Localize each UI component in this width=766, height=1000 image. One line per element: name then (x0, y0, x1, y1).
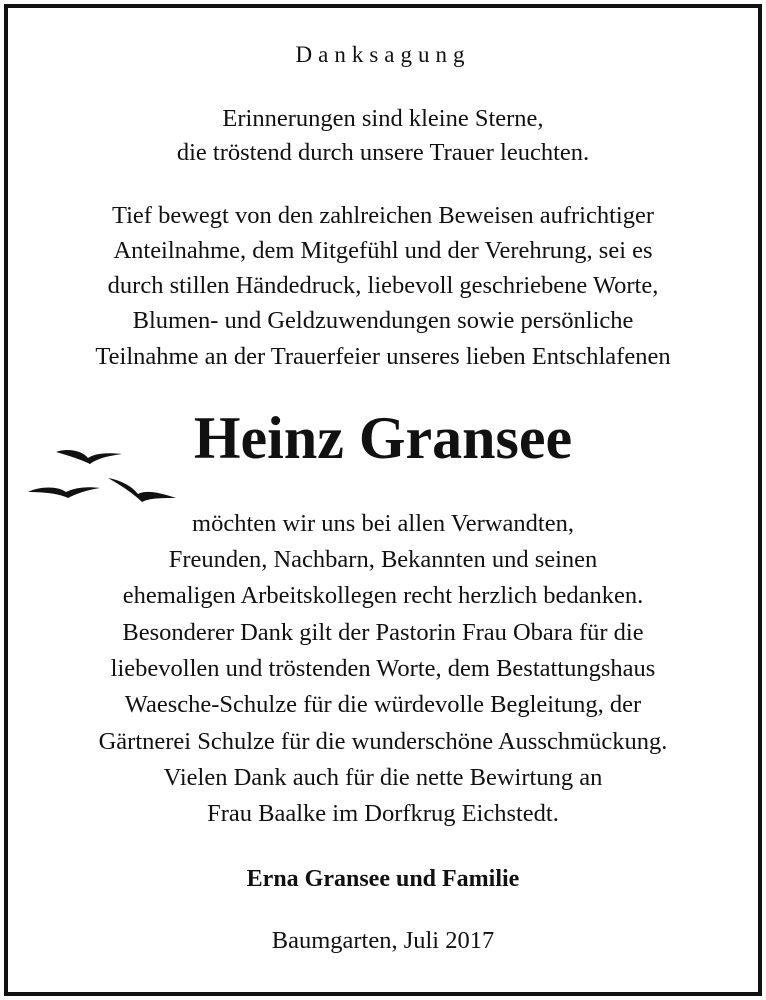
intro-line-1: Tief bewegt von den zahlreichen Beweisen aufrichtiger (112, 202, 654, 229)
thanks-line-1: möchten wir uns bei allen Verwandten, (192, 510, 574, 537)
deceased-name: Heinz Gransee (193, 405, 573, 471)
thanks-line-9: Frau Baalke im Dorfkrug Eichstedt. (207, 800, 559, 827)
intro-line-4: Blumen- und Geldzuwendungen sowie persönliche (132, 307, 634, 334)
thanks-line-2: Freunden, Nachbarn, Bekannten und seinen (168, 546, 598, 573)
thanks-line-7: Gärtnerei Schulze für die wunderschöne Ausschmückung. (98, 728, 668, 755)
intro-line-5: Teilnahme an der Trauerfeier unseres lieben Entschlafenen (95, 343, 671, 370)
signature: Erna Gransee und Familie (246, 866, 520, 892)
flying-birds-icon (24, 440, 184, 510)
notice-heading: Danksagung (295, 42, 471, 67)
thanks-line-3: ehemaligen Arbeitskollegen recht herzlich bedanken. (122, 582, 644, 609)
thanks-line-5: liebevollen und tröstenden Worte, dem Bestattungshaus (110, 655, 656, 682)
quote-line-2: die tröstend durch unsere Trauer leuchten. (176, 139, 590, 166)
place-date: Baumgarten, Juli 2017 (271, 927, 495, 954)
thanks-line-4: Besonderer Dank gilt der Pastorin Frau Obara für die (122, 619, 644, 646)
intro-line-3: durch stillen Händedruck, liebevoll geschriebene Worte, (107, 272, 659, 299)
intro-line-2: Anteilnahme, dem Mitgefühl und der Verehrung, sei es (113, 237, 653, 264)
thanks-line-6: Waesche-Schulze für die würdevolle Begleitung, der (124, 691, 642, 718)
thanks-line-8: Vielen Dank auch für die nette Bewirtung an (163, 764, 603, 791)
quote-line-1: Erinnerungen sind kleine Sterne, (222, 105, 544, 132)
